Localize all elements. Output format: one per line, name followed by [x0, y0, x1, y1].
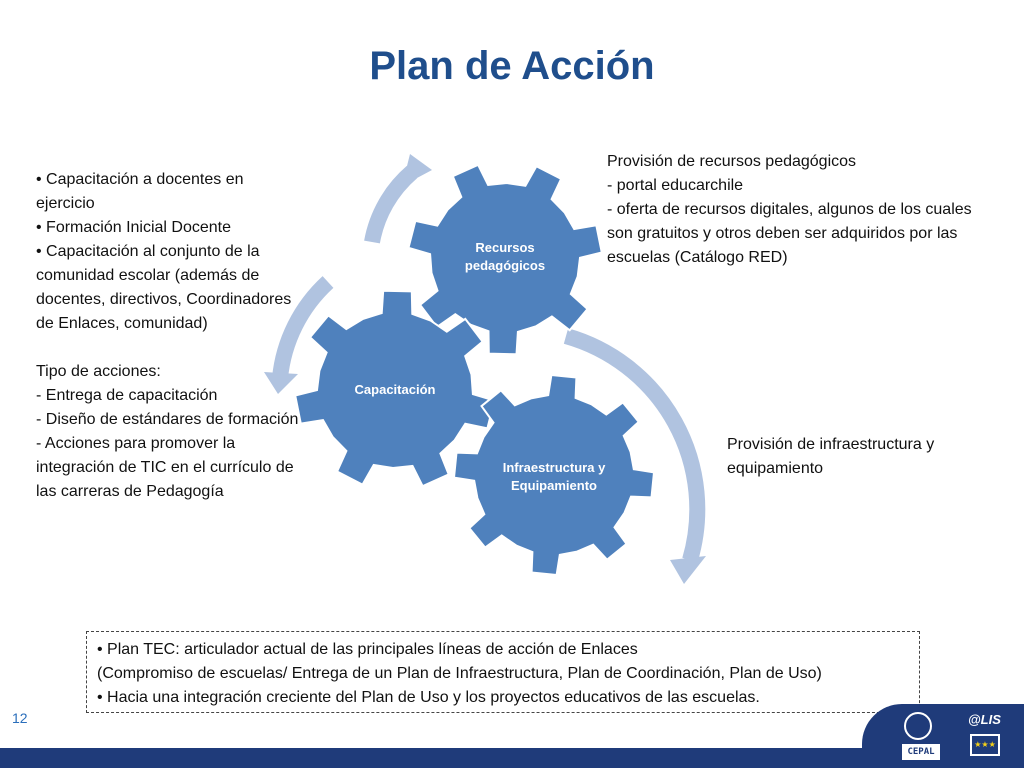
bullet-capacitacion-comunidad: • Capacitación al conjunto de la comunidad escolar (además de docentes, directivos, Coordinadores de Enlaces, comunidad) [36, 243, 292, 332]
note-line-2: (Compromiso de escuelas/ Entrega de un Plan de Infraestructura, Plan de Coordinación, Plan de Uso) [97, 665, 822, 682]
gear-label-recursos: Recursos pedagógicos [464, 240, 546, 273]
gear-label-infraestructura: Infraestructura y Equipamiento [502, 460, 606, 493]
footer-band [0, 748, 1024, 768]
recursos-item-portal: - portal educarchile [607, 177, 744, 194]
cepal-logo: CEPAL [902, 744, 940, 760]
action-estandares: - Diseño de estándares de formación [36, 411, 299, 428]
page-title: Plan de Acción [369, 44, 655, 88]
note-line-3: • Hacia una integración creciente del Plan de Uso y los proyectos educativos de las escuelas. [97, 689, 760, 706]
bullet-capacitacion-docentes: • Capacitación a docentes en ejercicio [36, 171, 244, 212]
arrow-top-left-head [402, 154, 432, 186]
un-logo-icon [904, 712, 932, 740]
note-line-1: • Plan TEC: articulador actual de las principales líneas de acción de Enlaces [97, 641, 638, 658]
action-integracion: - Acciones para promover la integración de TIC en el currículo de las carreras de Pedagogía [36, 435, 294, 500]
gear-label-capacitacion: Capacitación [354, 382, 436, 397]
infraestructura-text: Provisión de infraestructura y equipamiento [727, 436, 935, 477]
page-number: 12 [12, 710, 28, 726]
bullet-formacion-inicial: • Formación Inicial Docente [36, 219, 232, 236]
plan-tec-note [86, 631, 920, 713]
alis-logo: @LIS [968, 712, 1001, 727]
actions-heading: Tipo de acciones: [36, 363, 161, 380]
arrow-right-head [670, 556, 706, 584]
recursos-item-oferta: - oferta de recursos digitales, algunos de los cuales son gratuitos y otros deben ser adquiridos por las escuelas (Catálogo RED) [607, 201, 972, 266]
top-right-text-block [607, 150, 977, 270]
eu-flag-icon: ★★★ [970, 734, 1000, 756]
left-text-block [36, 168, 306, 504]
recursos-heading: Provisión de recursos pedagógicos [607, 153, 857, 170]
action-entrega: - Entrega de capacitación [36, 387, 218, 404]
